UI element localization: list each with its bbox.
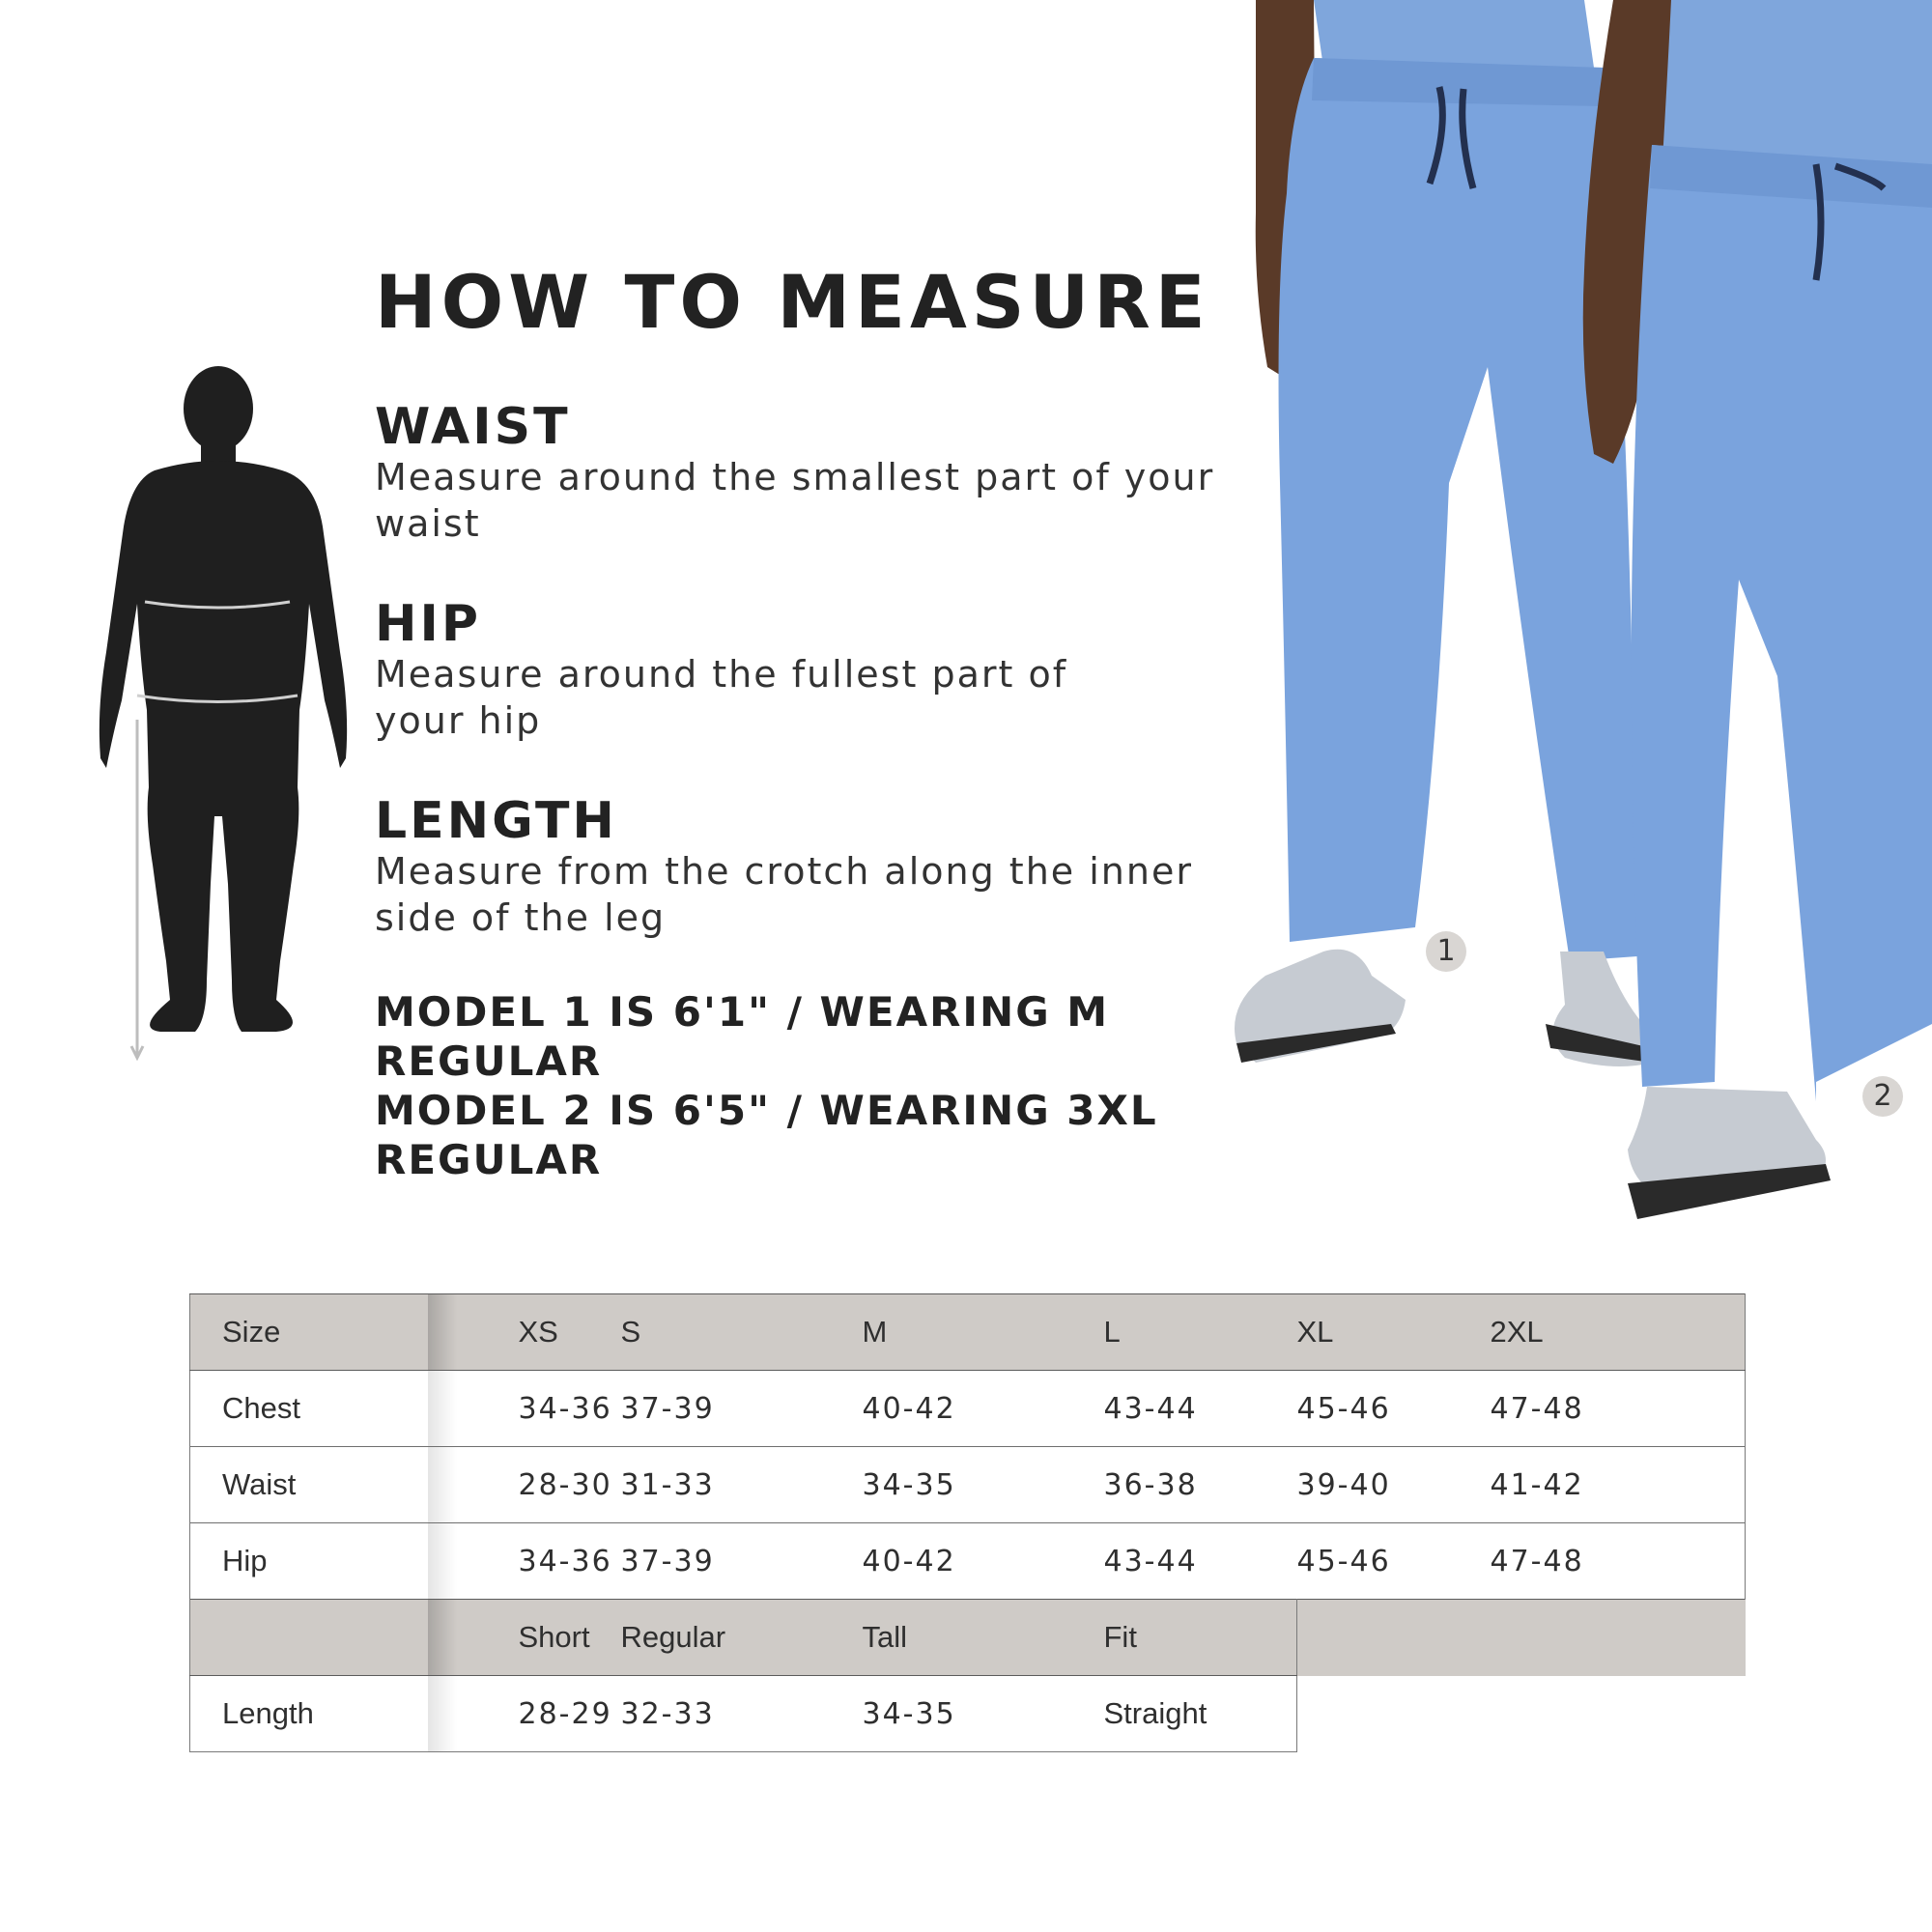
waist-description: Measure around the smallest part of your waist (375, 456, 1215, 545)
table-cell: 40-42 (863, 1371, 1104, 1447)
models-illustration (1198, 0, 1932, 1236)
table-cell: 43-44 (1104, 1371, 1297, 1447)
length-header-fit: Fit (1104, 1600, 1297, 1676)
length-header-short: Short (428, 1600, 621, 1676)
table-cell: 45-46 (1297, 1371, 1491, 1447)
row-label: Waist (190, 1447, 428, 1523)
hip-description: Measure around the fullest part of your hip (375, 653, 1068, 742)
table-cell: 39-40 (1297, 1447, 1491, 1523)
table-cell: Straight (1104, 1676, 1297, 1752)
model-2-badge: 2 (1862, 1076, 1903, 1117)
table-cell: 28-30 (428, 1447, 621, 1523)
size-chart-table (189, 1293, 1746, 1752)
table-cell: 41-42 (1491, 1447, 1746, 1523)
table-cell: 34-36 (428, 1371, 621, 1447)
table-row-waist (190, 1447, 1746, 1523)
table-cell: 37-39 (621, 1371, 863, 1447)
size-header-2xl: 2XL (1491, 1294, 1746, 1371)
table-cell: 40-42 (863, 1523, 1104, 1600)
table-blank-area (1297, 1676, 1746, 1752)
table-row-length (190, 1676, 1746, 1752)
length-header-label (190, 1600, 428, 1676)
model-1-badge: 1 (1426, 931, 1466, 972)
table-cell: 43-44 (1104, 1523, 1297, 1600)
length-header-row (190, 1600, 1746, 1676)
length-header-regular: Regular (621, 1600, 863, 1676)
size-header-xs: XS (428, 1294, 621, 1371)
waist-heading: WAIST (375, 398, 571, 456)
size-header-label: Size (190, 1294, 428, 1371)
table-cell: 34-35 (863, 1447, 1104, 1523)
model-2-info: MODEL 2 IS 6'5" / WEARING 3XL REGULAR (375, 1087, 1158, 1183)
page-title: HOW TO MEASURE (375, 259, 1210, 345)
row-label: Hip (190, 1523, 428, 1600)
table-cell: 36-38 (1104, 1447, 1297, 1523)
size-header-l: L (1104, 1294, 1297, 1371)
table-cell: 34-35 (863, 1676, 1104, 1752)
size-header-s: S (621, 1294, 863, 1371)
table-cell: 31-33 (621, 1447, 863, 1523)
body-silhouette (87, 362, 357, 1067)
hip-heading: HIP (375, 595, 481, 653)
table-cell: 45-46 (1297, 1523, 1491, 1600)
row-label: Length (190, 1676, 428, 1752)
size-header-row (190, 1294, 1746, 1371)
size-header-xl: XL (1297, 1294, 1491, 1371)
table-cell: 32-33 (621, 1676, 863, 1752)
table-row-chest (190, 1371, 1746, 1447)
table-cell: 47-48 (1491, 1523, 1746, 1600)
row-label: Chest (190, 1371, 428, 1447)
length-heading: LENGTH (375, 792, 617, 850)
length-description: Measure from the crotch along the inner side of the leg (375, 850, 1193, 939)
table-cell: 37-39 (621, 1523, 863, 1600)
model-1-info: MODEL 1 IS 6'1" / WEARING M REGULAR (375, 988, 1110, 1085)
length-header-tall: Tall (863, 1600, 1104, 1676)
table-cell: 47-48 (1491, 1371, 1746, 1447)
table-row-hip (190, 1523, 1746, 1600)
size-header-m: M (863, 1294, 1104, 1371)
product-photo (1198, 0, 1932, 1236)
table-blank-area (1297, 1600, 1746, 1676)
table-cell: 28-29 (428, 1676, 621, 1752)
table-cell: 34-36 (428, 1523, 621, 1600)
